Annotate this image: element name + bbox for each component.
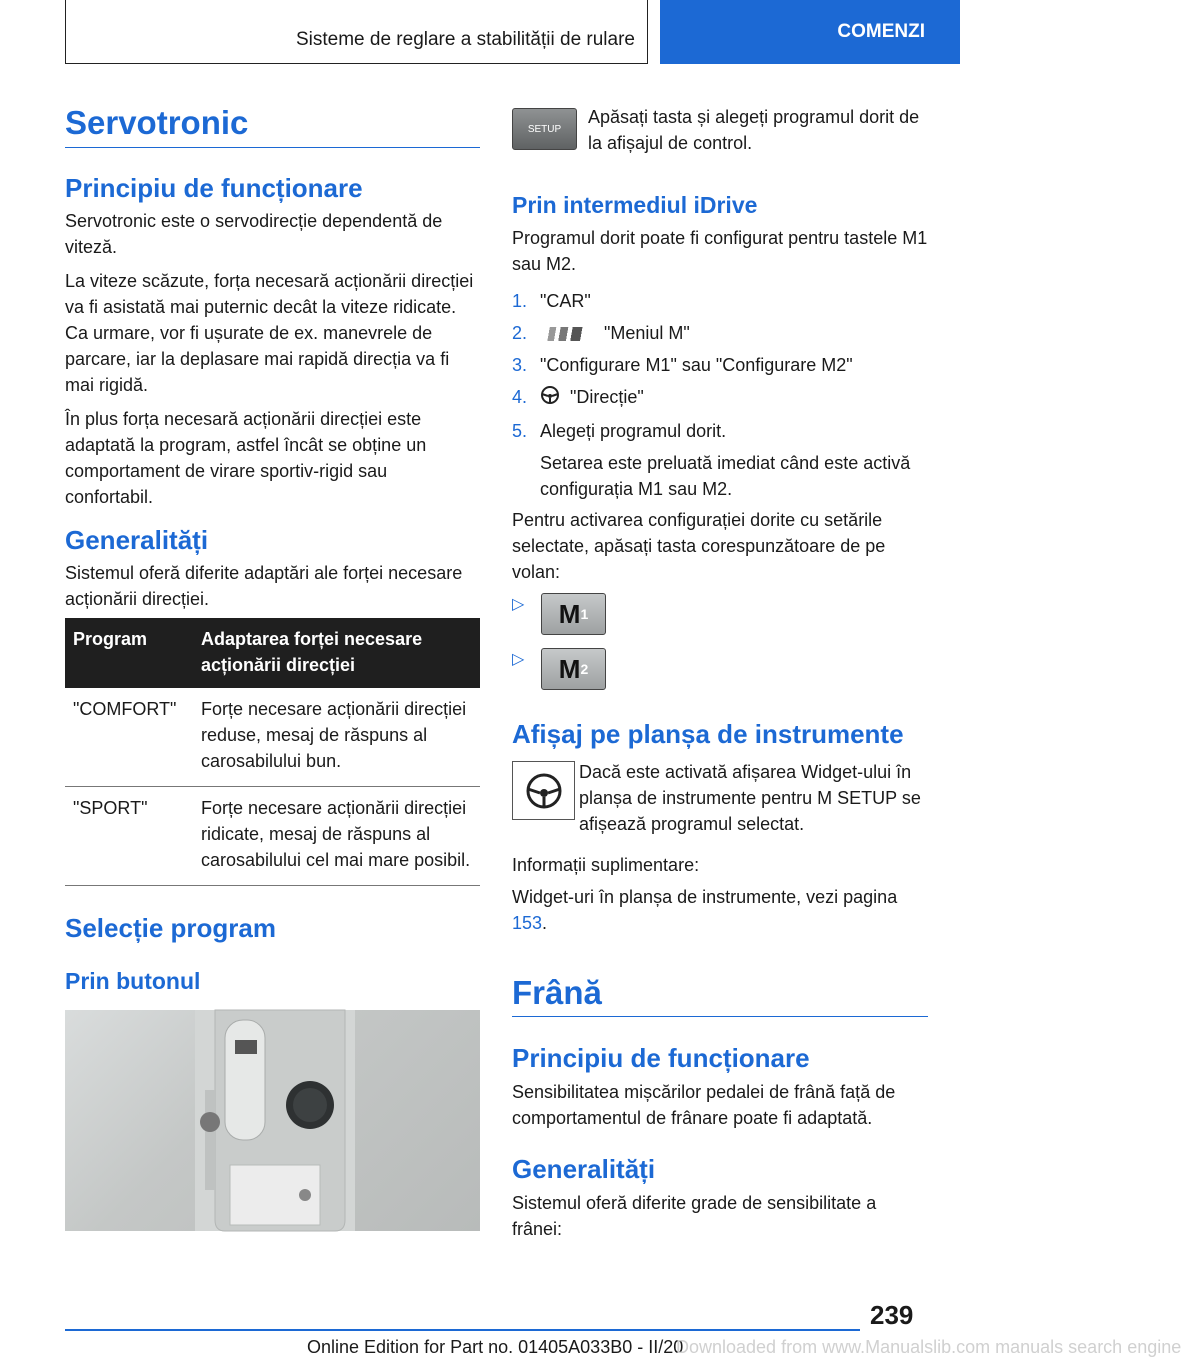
- paragraph: Pentru activarea configurației dorite cu setările selectate, apăsați tasta corespunzătoare de pe volan:: [512, 510, 886, 582]
- list-item: 5. Alegeți programul dorit.: [512, 420, 727, 441]
- table-row: [65, 787, 480, 886]
- page-link[interactable]: 153: [512, 913, 543, 933]
- footer-divider: [65, 1329, 860, 1331]
- heading-brake-general: Generalități: [512, 1154, 656, 1184]
- tab-comenzi[interactable]: [660, 0, 960, 64]
- left-body: [65, 208, 480, 510]
- steering-wheel-icon: [512, 761, 575, 820]
- tab-label: COMENZI: [837, 21, 925, 42]
- list-item: 2. "Meniul M": [512, 323, 690, 343]
- setup-label: SETUP: [527, 123, 562, 135]
- heading-display: Afișaj pe planșa de instrumente: [512, 719, 904, 749]
- program-table: [65, 618, 480, 886]
- table-row: [65, 688, 480, 787]
- heading-principle: Principiu de funcționare: [65, 173, 363, 203]
- m1-button-icon: M 1: [541, 593, 606, 635]
- heading-by-button: Prin butonul: [65, 968, 201, 994]
- table-header: Adaptarea forței necesare acționării direcției: [193, 618, 480, 688]
- list-item: 4. "Direcție": [512, 384, 928, 412]
- steering-wheel-icon: [540, 385, 560, 412]
- edition-text: Online Edition for Part no. 01405A033B0 - II/20: [307, 1337, 684, 1357]
- paragraph: Sistemul oferă diferite grade de sensibilitate a frânei:: [512, 1193, 877, 1239]
- page-number: 239: [870, 1300, 914, 1330]
- table-cell: Forțe necesare acționării direcției reduse, mesaj de răspuns al carosabilului bun.: [193, 688, 480, 787]
- heading-selection: Selecție program: [65, 913, 276, 943]
- section-title: Sisteme de reglare a stabilității de rulare: [295, 29, 635, 50]
- table-cell: "SPORT": [65, 787, 193, 886]
- divider: [65, 147, 480, 148]
- heading-brake: Frână: [512, 974, 602, 1011]
- paragraph: Sensibilitatea mișcărilor pedalei de frână față de comportamentul de frânare poate fi adaptată.: [512, 1082, 896, 1128]
- paragraph: Servotronic este o servodirecție dependentă de viteză.: [65, 211, 443, 257]
- bullet: ▷: [512, 651, 525, 668]
- table-cell: Forțe necesare acționării direcției ridicate, mesaj de răspuns al carosabilului cel mai mare posibil.: [193, 787, 480, 886]
- steps-list: [512, 288, 928, 502]
- paragraph: Informații suplimentare:: [512, 855, 700, 875]
- table-cell: "COMFORT": [65, 688, 193, 787]
- watermark: Downloaded from www.Manualslib.com manuals search engine: [676, 1337, 1181, 1357]
- m-menu-icon: [540, 327, 592, 341]
- list-item: 3. "Configurare M1" sau "Configurare M2": [512, 355, 853, 375]
- paragraph: Apăsați tasta și alegeți programul dorit de la afișajul de control.: [588, 107, 920, 153]
- m2-button-icon: M 2: [541, 648, 606, 690]
- heading-servotronic: Servotronic: [65, 104, 249, 141]
- paragraph: Programul dorit poate fi configurat pentru tastele M1 sau M2.: [512, 228, 928, 274]
- list-item: 1. "CAR": [512, 291, 591, 311]
- bullet: ▷: [512, 596, 525, 613]
- step-note: Setarea este preluată imediat când este activă configurația M1 sau M2.: [540, 452, 911, 499]
- heading-idrive: Prin intermediul iDrive: [512, 192, 758, 218]
- paragraph: La viteze scăzute, forța necesară acționării direcției va fi asistată mai puternic decât la viteze ridicate. Ca urmare, vor fi ușurate de ex. manevrele de parcare, iar la deplasare mai rapidă direcția va fi mai rigidă.: [65, 271, 474, 395]
- paragraph: Widget-uri în planșa de instrumente, vezi pagina 153.: [512, 887, 898, 933]
- paragraph: Sistemul oferă diferite adaptări ale forței necesare acționării direcției.: [65, 563, 463, 609]
- divider: [512, 1016, 928, 1017]
- table-header: Program: [65, 618, 193, 688]
- heading-general: Generalități: [65, 525, 209, 555]
- table-header-row: [65, 618, 480, 688]
- paragraph: În plus forța necesară acționării direcției este adaptată la program, astfel încât se obține un comportament de virare sportiv-rigid sau confortabil.: [65, 409, 427, 507]
- paragraph: Dacă este activată afișarea Widget-ului în planșa de instrumente pentru M SETUP se afișează programul selectat.: [579, 762, 921, 834]
- heading-brake-principle: Principiu de funcționare: [512, 1043, 810, 1073]
- setup-button-icon: [512, 108, 577, 150]
- center-console-image: [65, 1010, 480, 1231]
